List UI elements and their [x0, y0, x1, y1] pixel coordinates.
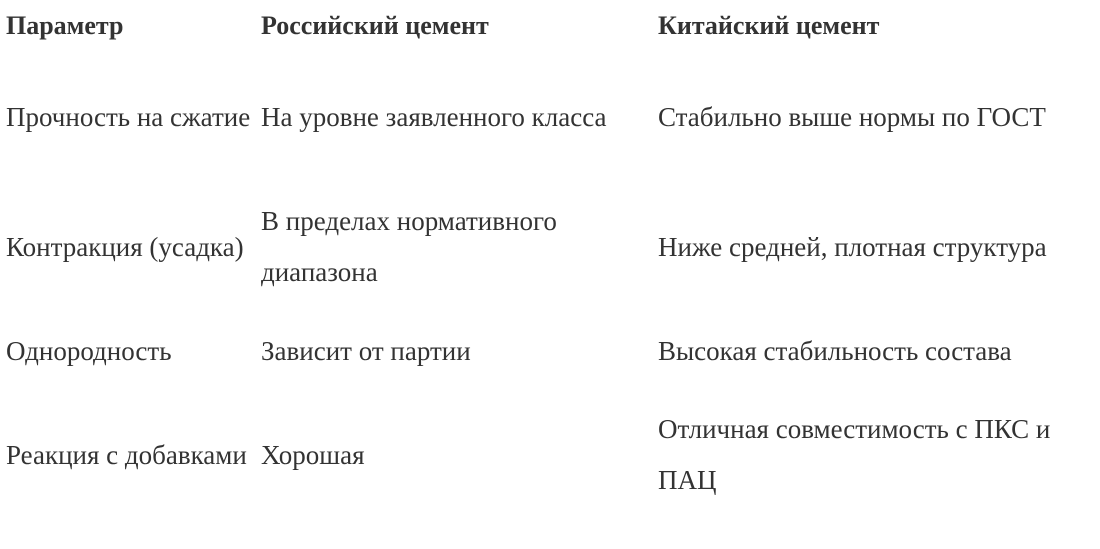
- cell-parameter: Контракция (усадка): [6, 231, 244, 262]
- cell-chinese: Высокая стабильность состава: [658, 335, 1012, 366]
- table-row: [6, 182, 1086, 312]
- table-body: [6, 52, 1086, 520]
- cell-parameter: Однородность: [6, 335, 172, 366]
- cell-chinese: Ниже средней, плотная структура: [658, 231, 1047, 262]
- header-russian-cement: Российский цемент: [261, 11, 489, 40]
- header-chinese-cement: Китайский цемент: [658, 11, 880, 40]
- cell-parameter: Реакция с добавками: [6, 439, 247, 470]
- cell-russian: Зависит от партии: [261, 335, 471, 366]
- cell-chinese: Стабильно выше нормы по ГОСТ: [658, 101, 1046, 132]
- header-parameter: Параметр: [6, 11, 124, 40]
- table-row: [6, 312, 1086, 390]
- cell-russian: На уровне заявленного класса: [261, 101, 607, 132]
- cell-parameter: Прочность на сжатие: [6, 101, 251, 132]
- table-row: [6, 390, 1086, 520]
- comparison-table: [6, 0, 1086, 520]
- table-header: [6, 0, 1086, 52]
- header-row: [6, 0, 1086, 52]
- cell-russian: В пределах нормативного диапазона: [261, 206, 557, 287]
- table-row: [6, 52, 1086, 182]
- cell-russian: Хорошая: [261, 439, 365, 470]
- cell-chinese: Отличная совместимость с ПКС и ПАЦ: [658, 414, 1051, 495]
